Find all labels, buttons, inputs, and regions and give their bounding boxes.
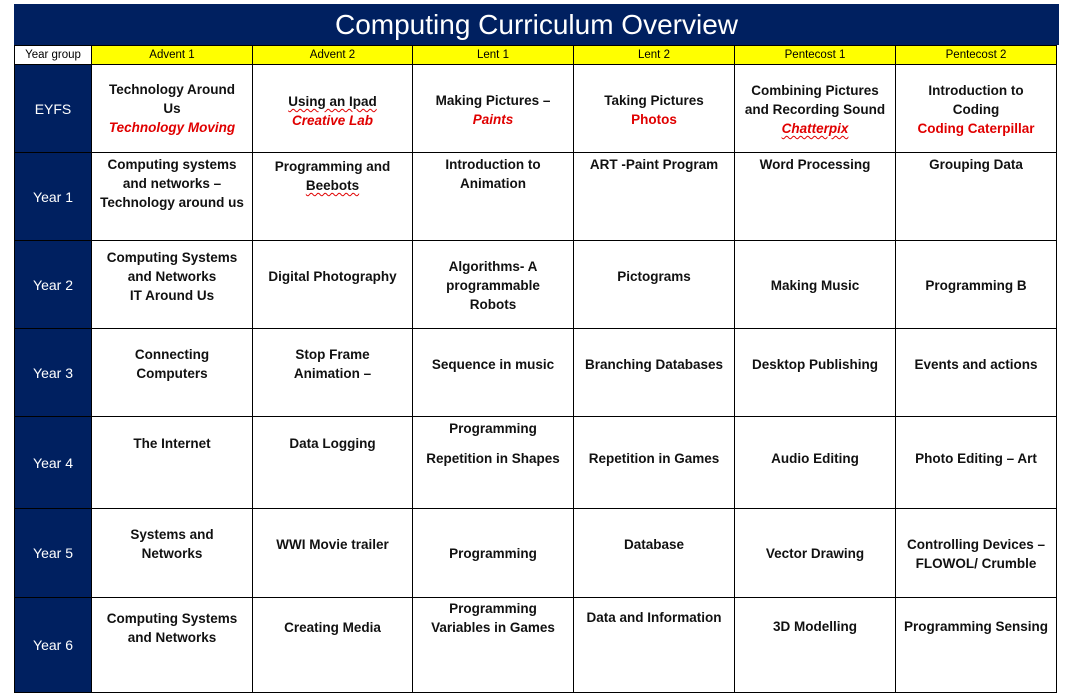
unit-cell xyxy=(735,65,896,153)
unit-cell xyxy=(413,509,574,598)
unit-cell xyxy=(253,65,413,153)
unit-line xyxy=(253,618,412,637)
unit-line xyxy=(413,544,573,563)
unit-line xyxy=(896,276,1056,295)
unit-text: and Recording Sound xyxy=(744,102,886,117)
unit-line xyxy=(896,155,1056,174)
unit-text: Data and Information xyxy=(586,610,722,625)
unit-line xyxy=(253,345,412,364)
year-group-label: Year 4 xyxy=(15,417,92,509)
unit-text: Technology around us xyxy=(100,195,244,210)
unit-text: Combining Pictures xyxy=(751,83,879,98)
table-row xyxy=(15,241,1057,329)
unit-line xyxy=(413,91,573,110)
unit-cell xyxy=(413,153,574,241)
unit-text: FLOWOL/ Crumble xyxy=(915,556,1037,571)
unit-line xyxy=(92,364,252,383)
unit-line xyxy=(92,155,252,174)
table-row xyxy=(15,509,1057,598)
unit-cell xyxy=(413,598,574,693)
unit-text: Computing Systems xyxy=(106,611,238,626)
unit-line xyxy=(92,345,252,364)
unit-text: Sequence in music xyxy=(431,357,555,372)
unit-text: Word Processing xyxy=(759,157,871,172)
spacer xyxy=(413,438,573,449)
unit-text: Programming and xyxy=(274,159,391,174)
unit-cell xyxy=(896,598,1057,693)
unit-text: Database xyxy=(623,537,685,552)
unit-text: Computing systems xyxy=(107,157,237,172)
unit-line xyxy=(253,92,412,111)
unit-text: Data Logging xyxy=(289,436,376,451)
unit-line xyxy=(92,99,252,118)
unit-text: Branching Databases xyxy=(584,357,724,372)
unit-cell xyxy=(735,329,896,417)
column-header-term: Advent 1 xyxy=(92,46,253,65)
unit-line xyxy=(896,119,1056,138)
unit-cell xyxy=(735,417,896,509)
unit-line xyxy=(413,257,573,276)
table-row xyxy=(15,598,1057,693)
unit-line xyxy=(735,449,895,468)
unit-cell xyxy=(413,329,574,417)
curriculum-table xyxy=(14,45,1057,693)
unit-line xyxy=(896,617,1056,636)
unit-cell xyxy=(413,241,574,329)
unit-text: Animation – xyxy=(293,366,372,381)
unit-cell xyxy=(735,598,896,693)
unit-line xyxy=(896,535,1056,554)
unit-text: Variables in Games xyxy=(431,620,555,635)
unit-line xyxy=(413,449,573,468)
column-header-term: Lent 1 xyxy=(413,46,574,65)
unit-line xyxy=(413,174,573,193)
unit-text: Repetition in Shapes xyxy=(426,451,560,466)
unit-cell xyxy=(92,509,253,598)
unit-cell xyxy=(574,329,735,417)
unit-line xyxy=(253,267,412,286)
year-group-label: Year 3 xyxy=(15,329,92,417)
unit-line xyxy=(413,276,573,295)
unit-cell xyxy=(253,598,413,693)
unit-line xyxy=(413,355,573,374)
unit-text: The Internet xyxy=(133,436,211,451)
unit-text: Introduction to xyxy=(928,83,1024,98)
unit-text: Networks xyxy=(141,546,203,561)
unit-text: ART -Paint Program xyxy=(589,157,719,172)
unit-text: Programming xyxy=(449,421,537,436)
unit-cell xyxy=(896,65,1057,153)
year-group-label: Year 2 xyxy=(15,241,92,329)
unit-cell xyxy=(574,241,735,329)
unit-line xyxy=(896,449,1056,468)
unit-cell xyxy=(92,598,253,693)
unit-line xyxy=(735,617,895,636)
unit-text: 3D Modelling xyxy=(773,619,857,634)
unit-text: Repetition in Games xyxy=(588,451,720,466)
unit-text: programmable xyxy=(446,278,540,293)
unit-line xyxy=(253,535,412,554)
unit-line xyxy=(413,618,573,637)
unit-line xyxy=(92,267,252,286)
unit-line xyxy=(92,434,252,453)
unit-line xyxy=(413,419,573,438)
year-group-label: Year 6 xyxy=(15,598,92,693)
unit-cell xyxy=(253,329,413,417)
unit-line xyxy=(413,599,573,618)
unit-line xyxy=(253,364,412,383)
unit-line xyxy=(735,81,895,100)
unit-line xyxy=(92,118,252,137)
unit-cell xyxy=(896,241,1057,329)
table-row xyxy=(15,329,1057,417)
unit-line xyxy=(735,119,895,138)
year-group-label: EYFS xyxy=(15,65,92,153)
unit-cell xyxy=(574,65,735,153)
table-row xyxy=(15,65,1057,153)
unit-text: Grouping Data xyxy=(929,157,1023,172)
unit-text: Technology Moving xyxy=(108,120,236,135)
unit-line xyxy=(253,176,412,195)
unit-line xyxy=(92,525,252,544)
unit-cell xyxy=(896,153,1057,241)
unit-text: Coding xyxy=(952,102,1000,117)
unit-text: Creative Lab xyxy=(291,113,374,128)
unit-text: Robots xyxy=(469,297,517,312)
unit-line xyxy=(92,286,252,305)
unit-text: and networks – xyxy=(122,176,222,191)
unit-text: Stop Frame xyxy=(295,347,370,362)
unit-cell xyxy=(253,417,413,509)
unit-text: Desktop Publishing xyxy=(751,357,878,372)
unit-line xyxy=(413,110,573,129)
unit-line xyxy=(92,248,252,267)
unit-cell xyxy=(92,417,253,509)
unit-line xyxy=(253,434,412,453)
unit-line xyxy=(735,355,895,374)
unit-cell xyxy=(92,329,253,417)
unit-line xyxy=(896,355,1056,374)
unit-cell xyxy=(92,153,253,241)
unit-line xyxy=(896,554,1056,573)
unit-line xyxy=(574,91,734,110)
unit-text: Events and actions xyxy=(914,357,1038,372)
unit-text: Introduction to xyxy=(445,157,541,172)
unit-cell xyxy=(896,417,1057,509)
unit-text: Computers xyxy=(136,366,208,381)
unit-line xyxy=(574,155,734,174)
unit-text: Us xyxy=(163,101,181,116)
unit-line xyxy=(253,157,412,176)
unit-line xyxy=(92,628,252,647)
unit-line xyxy=(92,544,252,563)
unit-line xyxy=(413,155,573,174)
unit-text: Algorithms- A xyxy=(448,259,538,274)
unit-line xyxy=(735,544,895,563)
column-header-term: Pentecost 2 xyxy=(896,46,1057,65)
unit-text: Paints xyxy=(472,112,514,127)
unit-text: Taking Pictures xyxy=(604,93,704,108)
unit-text: Creating Media xyxy=(284,620,381,635)
unit-line xyxy=(253,111,412,130)
unit-line xyxy=(735,276,895,295)
unit-text: and Networks xyxy=(127,630,217,645)
column-header-term: Advent 2 xyxy=(253,46,413,65)
column-header-year-group: Year group xyxy=(15,46,92,65)
unit-text: Programming B xyxy=(925,278,1027,293)
unit-line xyxy=(92,174,252,193)
unit-text: Photos xyxy=(631,112,677,127)
unit-text: IT Around Us xyxy=(129,288,215,303)
unit-text: and Networks xyxy=(127,269,217,284)
unit-text: Systems and xyxy=(130,527,214,542)
unit-line xyxy=(574,267,734,286)
year-group-label: Year 1 xyxy=(15,153,92,241)
unit-text: Coding Caterpillar xyxy=(917,121,1035,136)
unit-cell xyxy=(413,65,574,153)
unit-text: Computing Systems xyxy=(106,250,238,265)
unit-text: Pictograms xyxy=(617,269,691,284)
unit-text: Digital Photography xyxy=(268,269,397,284)
unit-text: Using an Ipad xyxy=(288,94,377,109)
unit-line xyxy=(896,81,1056,100)
unit-text: Programming xyxy=(449,546,537,561)
unit-text: WWI Movie trailer xyxy=(276,537,389,552)
unit-line xyxy=(574,110,734,129)
table-row xyxy=(15,417,1057,509)
table-row xyxy=(15,153,1057,241)
unit-cell xyxy=(574,509,735,598)
year-group-label: Year 5 xyxy=(15,509,92,598)
unit-cell xyxy=(574,153,735,241)
unit-cell xyxy=(735,241,896,329)
unit-cell xyxy=(574,417,735,509)
unit-cell xyxy=(896,329,1057,417)
unit-cell xyxy=(574,598,735,693)
unit-cell xyxy=(253,241,413,329)
unit-line xyxy=(92,609,252,628)
unit-cell xyxy=(735,153,896,241)
unit-line xyxy=(574,608,734,627)
header-row xyxy=(15,46,1057,65)
unit-text: Beebots xyxy=(305,178,360,193)
unit-line xyxy=(574,355,734,374)
unit-text: Programming Sensing xyxy=(903,619,1049,634)
unit-text: Making Music xyxy=(770,278,860,293)
unit-line xyxy=(92,80,252,99)
unit-text: Vector Drawing xyxy=(765,546,865,561)
unit-line xyxy=(574,535,734,554)
page-title: Computing Curriculum Overview xyxy=(14,4,1059,45)
unit-line xyxy=(574,449,734,468)
unit-line xyxy=(413,295,573,314)
unit-line xyxy=(896,100,1056,119)
unit-line xyxy=(735,100,895,119)
unit-cell xyxy=(413,417,574,509)
unit-text: Photo Editing – Art xyxy=(915,451,1037,466)
unit-cell xyxy=(92,65,253,153)
column-header-term: Lent 2 xyxy=(574,46,735,65)
column-header-term: Pentecost 1 xyxy=(735,46,896,65)
unit-text: Making Pictures – xyxy=(435,93,551,108)
unit-text: Technology Around xyxy=(109,82,235,97)
unit-text: Animation xyxy=(460,176,526,191)
unit-line xyxy=(92,193,252,212)
unit-cell xyxy=(896,509,1057,598)
unit-text: Controlling Devices – xyxy=(906,537,1046,552)
unit-text: Connecting xyxy=(134,347,210,362)
unit-line xyxy=(735,155,895,174)
unit-cell xyxy=(253,509,413,598)
unit-text: Chatterpix xyxy=(781,121,849,136)
unit-cell xyxy=(253,153,413,241)
unit-text: Programming xyxy=(449,601,537,616)
unit-text: Audio Editing xyxy=(771,451,859,466)
unit-cell xyxy=(735,509,896,598)
unit-cell xyxy=(92,241,253,329)
